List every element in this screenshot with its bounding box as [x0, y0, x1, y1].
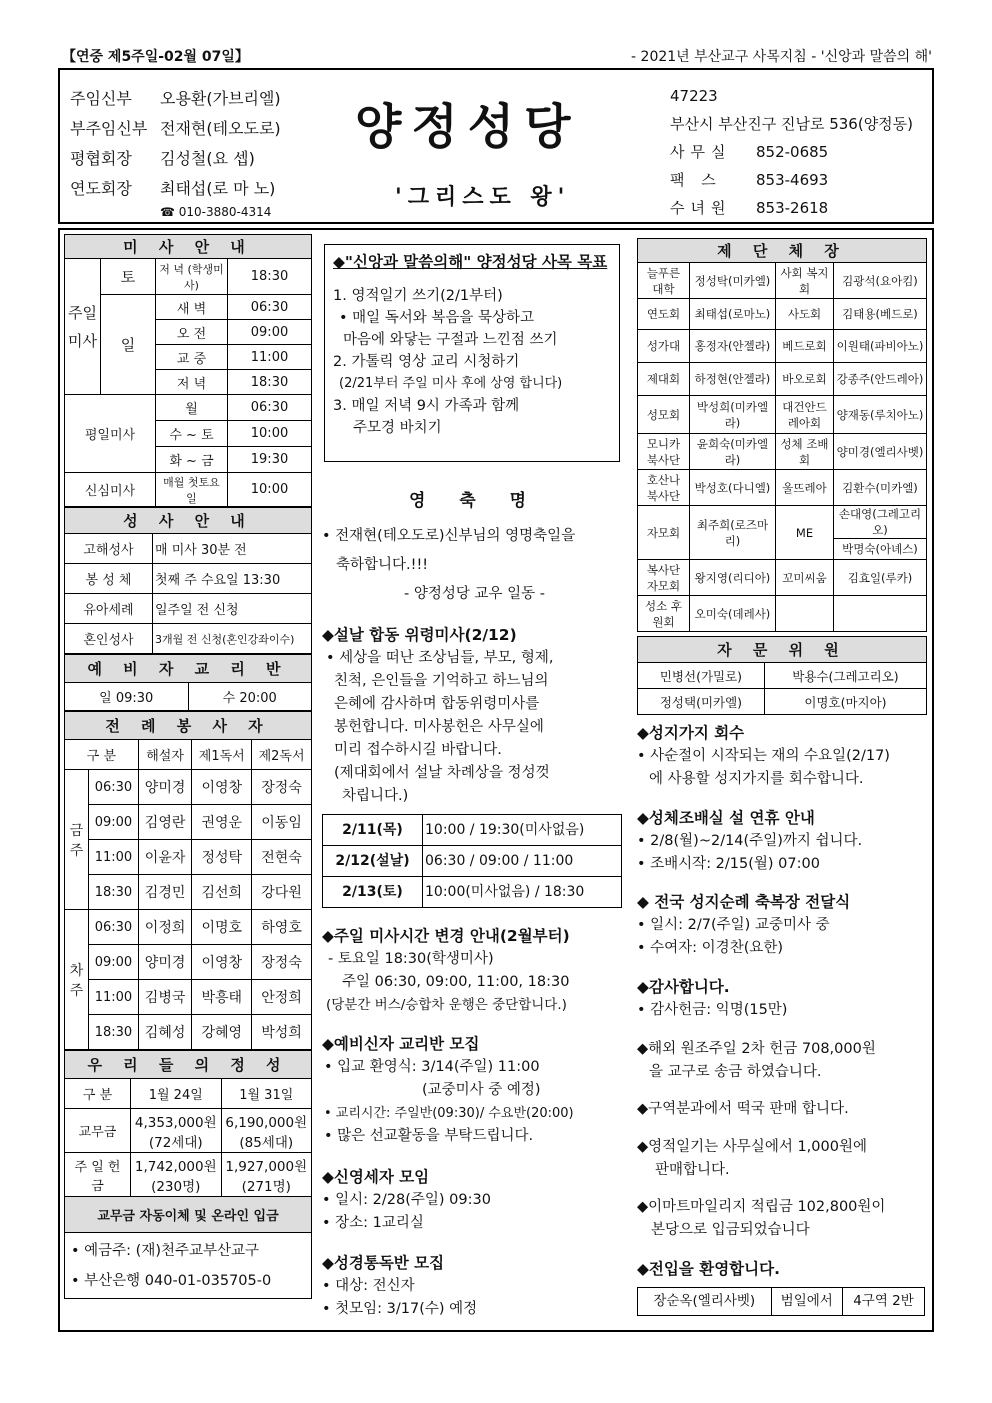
- feast-text: 축하합니다.!!!: [336, 557, 429, 573]
- next-week-label: 차주: [65, 910, 89, 1050]
- advisor-name: 정성택(미카엘): [638, 689, 765, 715]
- notice-text: 판매합니다.: [655, 1162, 730, 1178]
- contact-label: 사무실: [670, 143, 732, 161]
- server-name: 정성탁: [192, 840, 252, 875]
- group-head: 박성희(미카엘라): [690, 396, 776, 434]
- notice-overseas-aid: [637, 1038, 932, 1084]
- contact-value: 853-2618: [756, 199, 829, 217]
- notice-thanks: [637, 976, 932, 1022]
- server-name: 권영운: [192, 805, 252, 840]
- zip-code: 47223: [670, 87, 718, 105]
- staff-name: 전재현(테오도로): [160, 119, 281, 138]
- advisor-name: 이명호(마지아): [764, 689, 926, 715]
- offering-amount: 1,927,000원 (271명): [221, 1153, 312, 1197]
- group-name: 성가대: [638, 330, 690, 363]
- right-column: [637, 238, 927, 715]
- altar-groups-table: [637, 238, 927, 632]
- group-head: 김태용(베드로): [834, 299, 927, 330]
- contact-info: [670, 82, 913, 222]
- notice-title: ◆성체조배실 설 연휴 안내: [637, 809, 815, 827]
- bible-text: • 대상: 전신자: [322, 1278, 415, 1294]
- notice-text: ◆영적일기는 사무실에서 1,000원에: [637, 1139, 867, 1155]
- newcomer-origin: 범일에서: [771, 1288, 842, 1316]
- mass-day: 화 ~ 금: [156, 447, 228, 473]
- offering-amount: 6,190,000원 (85세대): [221, 1109, 312, 1153]
- advisor-name: 박용수(그레고리오): [764, 663, 926, 689]
- memorial-schedule: [322, 814, 622, 908]
- goal-line: (2/21부터 주일 미사 후에 상영 합니다): [339, 376, 563, 391]
- mass-time: 06:30: [228, 295, 312, 320]
- welcome-section: [637, 1258, 932, 1316]
- notice-text: • 감사헌금: 익명(15만): [637, 1002, 788, 1018]
- mass-time: 18:30: [228, 370, 312, 395]
- mass-change-text: (당분간 버스/승합차 운행은 중단합니다.): [326, 997, 567, 1013]
- offering-type: 교무금: [65, 1109, 131, 1153]
- diocese-motto: - 2021년 부산교구 사목지침 - '신앙과 말씀의 해': [631, 49, 932, 65]
- notice-title: ◆성지가지 회수: [637, 724, 745, 742]
- mass-time: 09:00: [228, 320, 312, 345]
- notice-text: • 일시: 2/7(주일) 교중미사 중: [637, 917, 830, 933]
- mass-change-section: [322, 925, 627, 1017]
- group-head: 김광석(요아킴): [834, 263, 927, 299]
- sacrament-info: 일주일 전 신청: [153, 594, 312, 624]
- recruit-text: • 교리시간: 주일반(09:30)/ 수요반(20:00): [324, 1106, 574, 1121]
- group-name: 바오로회: [776, 363, 834, 396]
- mass-time: 10:00: [228, 421, 312, 447]
- devotion-mass-label: 신심미사: [65, 473, 156, 507]
- sacrament-name: 혼인성사: [65, 624, 153, 654]
- notice-title: ◆감사합니다.: [637, 978, 730, 996]
- server-time: 06:30: [89, 770, 139, 805]
- group-name: 자모회: [638, 506, 690, 560]
- notice-text: • 2/8(월)~2/14(주일)까지 쉽니다.: [637, 833, 863, 849]
- column-header: 구 분: [65, 740, 139, 770]
- server-name: 김영란: [138, 805, 192, 840]
- group-name: 모니카 북사단: [638, 434, 690, 470]
- goal-line: • 매일 독서와 복음을 묵상하고: [339, 310, 535, 326]
- group-head: 박성호(다니엘): [690, 470, 776, 506]
- server-name: 장정숙: [252, 945, 312, 980]
- notice-text: ◆이마트마일리지 적립금 102,800원이: [637, 1199, 886, 1215]
- server-time: 18:30: [89, 1015, 139, 1050]
- advisors-table: [637, 636, 927, 715]
- group-head: 홍정자(안젤라): [690, 330, 776, 363]
- mass-day: 매월 첫토요일: [156, 473, 228, 507]
- memorial-text: 봉헌합니다. 미사봉헌은 사무실에: [334, 719, 544, 735]
- memorial-text: 은혜에 감사하며 합동위령미사를: [334, 696, 540, 712]
- mass-time: 06:30: [228, 395, 312, 421]
- server-name: 양미경: [138, 770, 192, 805]
- recruit-title: ◆예비신자 교리반 모집: [322, 1035, 480, 1053]
- notice-pilgrimage: [637, 891, 932, 960]
- mass-change-title: ◆주일 미사시간 변경 안내(2월부터): [322, 927, 570, 945]
- notice-diary: [637, 1136, 932, 1182]
- sat-label: 토: [101, 259, 156, 295]
- notice-text: ◆구역분과에서 떡국 판매 합니다.: [637, 1101, 849, 1117]
- server-name: 박흥태: [192, 980, 252, 1015]
- pastoral-goal-title: ◆"신앙과 말씀의해" 양정성당 사목 목표: [333, 253, 608, 271]
- feast-section: [322, 490, 627, 606]
- server-name: 양미경: [138, 945, 192, 980]
- welcome-title: ◆전입을 환영합니다.: [637, 1260, 780, 1278]
- welcome-table: [637, 1287, 925, 1316]
- group-name: 베드로회: [776, 330, 834, 363]
- goal-line: 2. 가톨릭 영상 교리 시청하기: [333, 354, 520, 370]
- bible-title: ◆성경통독반 모집: [322, 1254, 445, 1272]
- group-head: 윤희숙(미카엘라): [690, 434, 776, 470]
- notice-text: 본당으로 입금되었습니다: [651, 1222, 810, 1238]
- newcomer-name: 장순옥(엘리사벳): [638, 1288, 772, 1316]
- auto-transfer-heading: 교무금 자동이체 및 온라인 입금: [65, 1197, 312, 1233]
- group-head: 김환수(미카엘): [834, 470, 927, 506]
- group-name: 사회 복지회: [776, 263, 834, 299]
- class-time: 일 09:30: [65, 683, 189, 711]
- group-name: 제대회: [638, 363, 690, 396]
- feast-signature: - 양정성당 교우 일동 -: [404, 586, 545, 602]
- contact-label: 수녀원: [670, 199, 732, 217]
- server-name: 이영창: [192, 770, 252, 805]
- notice-text: • 수여자: 이경찬(요한): [637, 940, 784, 956]
- sacrament-info: 3개월 전 신청(혼인강좌이수): [153, 624, 312, 654]
- group-head: 오미숙(데레사): [690, 596, 776, 632]
- server-time: 18:30: [89, 875, 139, 910]
- recruit-text: • 입교 환영식: 3/14(주일) 11:00: [324, 1059, 540, 1075]
- group-name: 복사단 자모회: [638, 560, 690, 596]
- goal-line: 3. 매일 저녁 9시 가족과 함께: [333, 398, 520, 414]
- group-name: 꼬미씨움: [776, 560, 834, 596]
- schedule-date: 2/11(목): [323, 815, 423, 846]
- neophyte-title: ◆신영세자 모임: [322, 1168, 430, 1186]
- servers-heading: 전 례 봉 사 자: [65, 712, 312, 740]
- mass-name: 저 녁: [156, 370, 228, 395]
- server-name: 김선희: [192, 875, 252, 910]
- mass-day: 월: [156, 395, 228, 421]
- offering-amount: 4,353,000원 (72세대): [131, 1109, 222, 1153]
- notice-rice-cake: [637, 1098, 932, 1121]
- memorial-text: 차립니다.): [342, 788, 409, 804]
- goal-line: 마음에 와닿는 구절과 느낀점 쓰기: [343, 332, 558, 348]
- mass-name: 교 중: [156, 345, 228, 370]
- contact-label: 팩 스: [670, 171, 722, 189]
- group-head: 김효일(루카): [834, 560, 927, 596]
- server-name: 김병국: [138, 980, 192, 1015]
- server-name: 강혜영: [192, 1015, 252, 1050]
- memorial-title: ◆설날 합동 위령미사(2/12): [322, 626, 517, 644]
- sacrament-name: 봉 성 체: [65, 564, 153, 594]
- group-head: 양미경(엘리사벳): [834, 434, 927, 470]
- catechumen-recruit-section: [322, 1033, 627, 1148]
- server-time: 11:00: [89, 980, 139, 1015]
- group-name: 성체 조배회: [776, 434, 834, 470]
- neophyte-text: • 일시: 2/28(주일) 09:30: [322, 1192, 491, 1208]
- notice-title: ◆ 전국 성지순례 축복장 전달식: [637, 893, 851, 911]
- sacrament-table: [64, 507, 312, 654]
- group-head: 양재동(루치아노): [834, 396, 927, 434]
- sun-label: 일: [101, 295, 156, 395]
- parish-subtitle: '그리스도 왕': [395, 184, 571, 210]
- newcomer-district: 4구역 2반: [842, 1288, 924, 1316]
- notice-text: 에 사용할 성지가지를 회수합니다.: [649, 771, 864, 787]
- notice-text: ◆해외 원조주일 2차 헌금 708,000원: [637, 1041, 876, 1057]
- sacrament-info: 매 미사 30분 전: [153, 534, 312, 564]
- recruit-text: • 많은 선교활동을 부탁드립니다.: [324, 1128, 534, 1144]
- catechumen-table: [64, 654, 312, 711]
- group-head: 강종주(안드레아): [834, 363, 927, 396]
- account-holder: • 예금주: (재)천주교부산교구: [71, 1242, 260, 1259]
- server-name: 이윤자: [138, 840, 192, 875]
- altar-groups-heading: 제 단 체 장: [638, 239, 927, 263]
- notice-text: 을 교구로 송금 하였습니다.: [649, 1064, 822, 1080]
- server-time: 09:00: [89, 805, 139, 840]
- staff-role: 주임신부: [70, 89, 132, 108]
- offering-amount: 1,742,000원 (230명): [131, 1153, 222, 1197]
- group-name: 성소 후원회: [638, 596, 690, 632]
- mass-table: [64, 234, 312, 507]
- pastoral-goal-box: [324, 244, 620, 462]
- schedule-date: 2/13(토): [323, 877, 423, 908]
- group-name: 사도회: [776, 299, 834, 330]
- column-header: 1월 31일: [221, 1079, 312, 1109]
- staff-role: 평협회장: [70, 149, 132, 168]
- server-name: 이동임: [252, 805, 312, 840]
- column-header: 제2독서: [252, 740, 312, 770]
- column-header: 구 분: [65, 1079, 131, 1109]
- schedule-times: 10:00 / 19:30(미사없음): [423, 815, 622, 846]
- server-name: 이영창: [192, 945, 252, 980]
- sacrament-name: 고해성사: [65, 534, 153, 564]
- recruit-text: (교중미사 중 예정): [422, 1082, 541, 1098]
- memorial-text: 친척, 은인들을 기억하고 하느님의: [334, 673, 549, 689]
- server-name: 이정희: [138, 910, 192, 945]
- notice-text: • 조배시작: 2/15(월) 07:00: [637, 856, 820, 872]
- column-header: 해설자: [138, 740, 192, 770]
- server-time: 09:00: [89, 945, 139, 980]
- mass-time: 19:30: [228, 447, 312, 473]
- servers-table: [64, 711, 312, 1050]
- notice-mileage: [637, 1196, 932, 1242]
- group-name: 성모회: [638, 396, 690, 434]
- offering-type: 주 일 헌 금: [65, 1153, 131, 1197]
- sunday-mass-label: 주일미사: [65, 259, 101, 395]
- neophyte-text: • 장소: 1교리실: [322, 1215, 424, 1231]
- server-name: 장정숙: [252, 770, 312, 805]
- advisor-name: 민병선(가밀로): [638, 663, 765, 689]
- sacrament-name: 유아세례: [65, 594, 153, 624]
- mass-name: 저 녁 (학생미사): [156, 259, 228, 295]
- group-head: 최태섭(로마노): [690, 299, 776, 330]
- schedule-times: 06:30 / 09:00 / 11:00: [423, 846, 622, 877]
- server-name: 이명호: [192, 910, 252, 945]
- staff-role: 부주임신부: [70, 119, 148, 138]
- group-head: 최주희(로즈마리): [690, 506, 776, 560]
- bible-text: • 첫모임: 3/17(수) 예정: [322, 1301, 478, 1317]
- offering-heading: 우 리 들 의 정 성: [65, 1051, 312, 1079]
- schedule-date: 2/12(설날): [323, 846, 423, 877]
- mass-change-text: 주일 06:30, 09:00, 11:00, 18:30: [342, 974, 570, 990]
- group-head: 왕지영(리디아): [690, 560, 776, 596]
- sacrament-heading: 성 사 안 내: [65, 508, 312, 534]
- contact-value: 853-4693: [756, 171, 829, 189]
- sacrament-info: 첫째 주 수요일 13:30: [153, 564, 312, 594]
- staff-name: 최태섭(로 마 노): [160, 179, 276, 198]
- masthead: [58, 68, 934, 224]
- group-name: 늘푸른 대학: [638, 263, 690, 299]
- server-name: 안정희: [252, 980, 312, 1015]
- feast-text: • 전재현(테오도로)신부님의 영명축일을: [322, 528, 576, 544]
- server-name: 강다원: [252, 875, 312, 910]
- notice-palm: [637, 722, 932, 791]
- left-column: [64, 234, 312, 1299]
- memorial-text: (제대회에서 설날 차례상을 정성껏: [334, 765, 550, 781]
- memorial-text: • 세상을 떠난 조상님들, 부모, 형제,: [326, 650, 554, 666]
- mass-time: 18:30: [228, 259, 312, 295]
- staff-role: 연도회장: [70, 179, 132, 198]
- mass-name: 새 벽: [156, 295, 228, 320]
- server-name: 박성희: [252, 1015, 312, 1050]
- server-time: 06:30: [89, 910, 139, 945]
- mass-change-text: - 토요일 18:30(학생미사): [328, 951, 494, 967]
- weekday-mass-label: 평일미사: [65, 395, 156, 473]
- phone-number: ☎ 010-3880-4314: [160, 205, 272, 219]
- mass-name: 오 전: [156, 320, 228, 345]
- group-head: 박명숙(아녜스): [834, 539, 927, 560]
- staff-list: [70, 84, 281, 220]
- group-head: 이원태(파비아노): [834, 330, 927, 363]
- mass-time: 10:00: [228, 473, 312, 507]
- mass-time: 11:00: [228, 345, 312, 370]
- memorial-text: 미리 접수하시길 바랍니다.: [334, 742, 502, 758]
- memorial-section: [322, 624, 627, 908]
- group-head: 손대영(그레고리오): [834, 506, 927, 539]
- group-name: 호산나 북사단: [638, 470, 690, 506]
- offering-table: [64, 1050, 312, 1299]
- goal-line: 1. 영적일기 쓰기(2/1부터): [333, 288, 503, 304]
- feast-title: 영 축 명: [408, 491, 541, 511]
- this-week-label: 금주: [65, 770, 89, 910]
- issue-date: 【연중 제5주일-02월 07일】: [62, 49, 249, 65]
- address: 부산시 부산진구 진남로 536(양정동): [670, 115, 914, 133]
- schedule-times: 10:00(미사없음) / 18:30: [423, 877, 622, 908]
- bank-account: • 부산은행 040-01-035705-0: [71, 1272, 272, 1289]
- group-name: 연도회: [638, 299, 690, 330]
- staff-name: 김성철(요 셉): [160, 149, 255, 168]
- class-time: 수 20:00: [188, 683, 312, 711]
- bible-section: [322, 1252, 627, 1321]
- group-name: 대건안드 레아회: [776, 396, 834, 434]
- notice-text: • 사순절이 시작되는 재의 수요일(2/17): [637, 748, 890, 764]
- mass-day: 수 ~ 토: [156, 421, 228, 447]
- column-header: 제1독서: [192, 740, 252, 770]
- group-name: 울뜨레아: [776, 470, 834, 506]
- notice-adoration: [637, 807, 932, 876]
- contact-value: 852-0685: [756, 143, 829, 161]
- group-name: ME: [776, 506, 834, 560]
- column-header: 1월 24일: [131, 1079, 222, 1109]
- neophyte-section: [322, 1166, 627, 1235]
- catechumen-heading: 예 비 자 교 리 반: [65, 655, 312, 683]
- advisors-heading: 자 문 위 원: [638, 637, 927, 663]
- group-head: 정성탁(미카엘): [690, 263, 776, 299]
- staff-name: 오용환(가브리엘): [160, 89, 281, 108]
- server-time: 11:00: [89, 840, 139, 875]
- mass-heading: 미 사 안 내: [65, 235, 312, 259]
- group-head: 하정현(안젤라): [690, 363, 776, 396]
- server-name: 하영호: [252, 910, 312, 945]
- parish-title: 양정성당: [355, 99, 581, 155]
- server-name: 김경민: [138, 875, 192, 910]
- server-name: 김혜성: [138, 1015, 192, 1050]
- goal-line: 주모경 바치기: [353, 420, 442, 436]
- server-name: 전현숙: [252, 840, 312, 875]
